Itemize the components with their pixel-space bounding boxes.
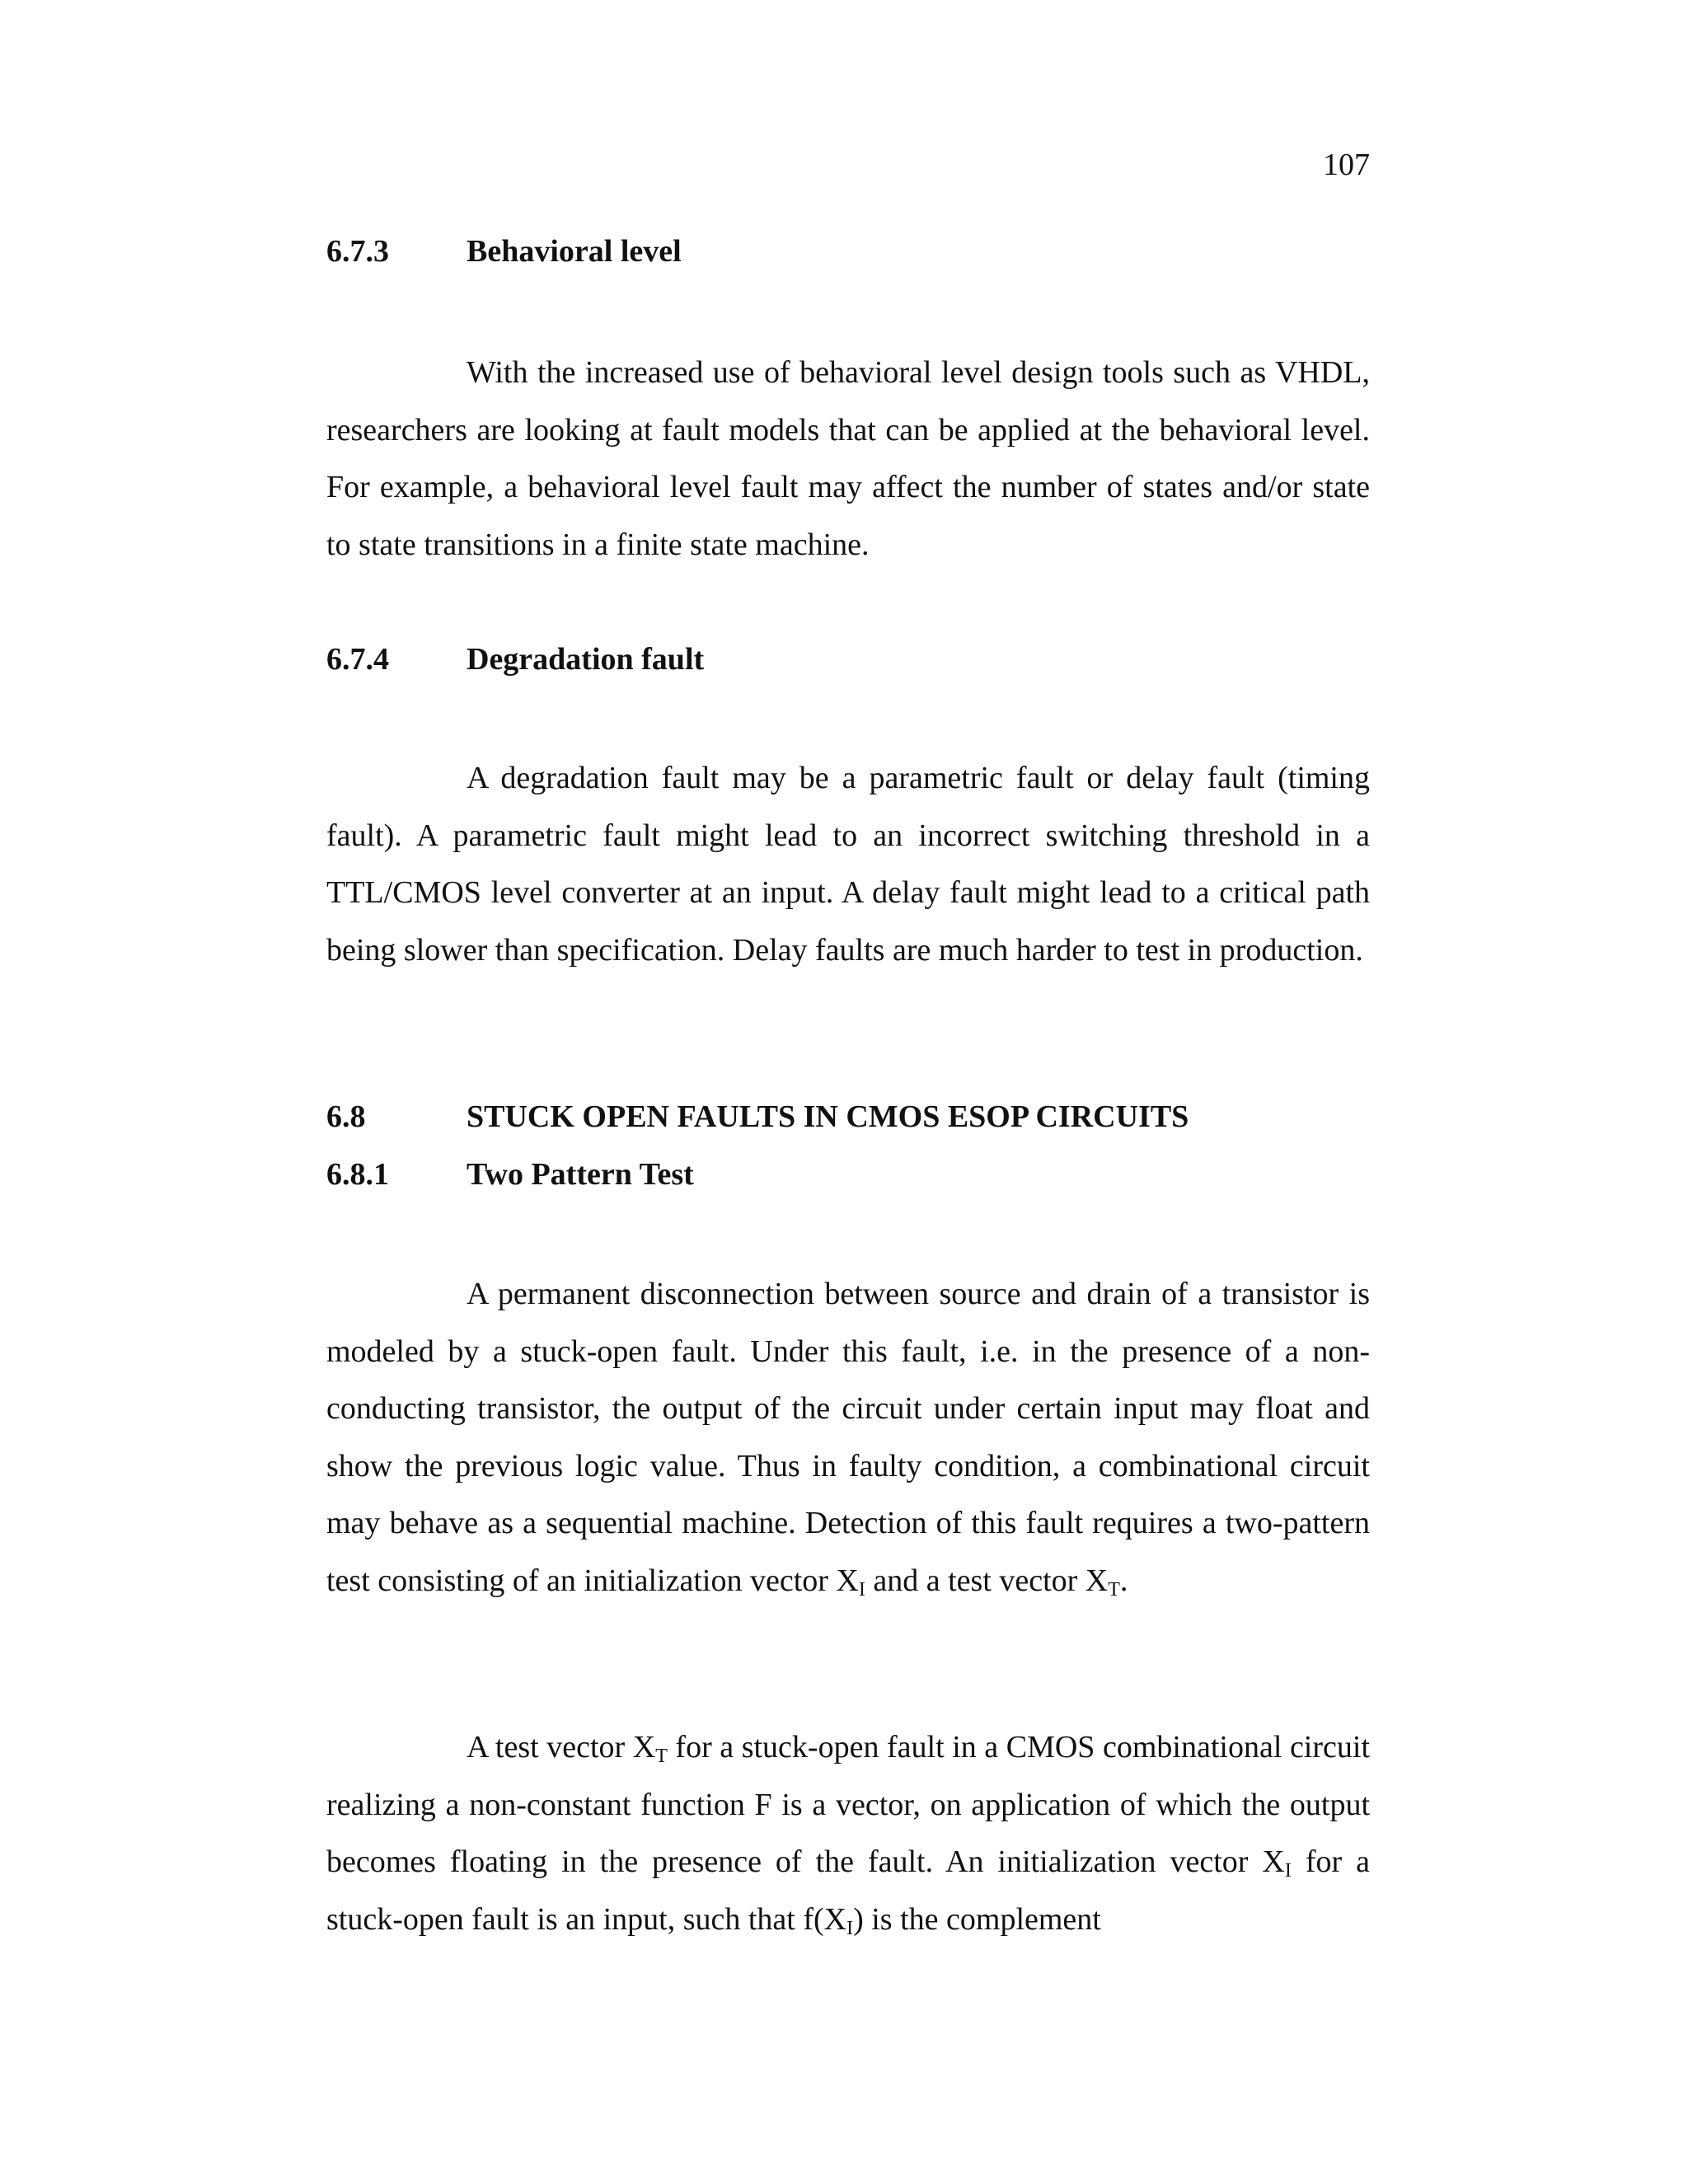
subscript: T: [655, 1746, 668, 1767]
section-6-7-3-heading-block: [326, 223, 1370, 280]
text-run: for a stuck-open fault in a CMOS combinational circuit realizing a non-constant function F is a vector, on application of which the output becomes floating in the presence of the fault. An initialization vector X: [326, 1730, 1370, 1879]
section-number: 6.8: [326, 1099, 366, 1134]
text-run: ) is the complement: [853, 1901, 1101, 1937]
section-6-8-1-body-1: [326, 1266, 1370, 1610]
subscript: I: [1284, 1860, 1292, 1882]
section-heading: [326, 223, 1370, 280]
section-heading: [326, 630, 1370, 688]
section-number: 6.8.1: [326, 1157, 389, 1192]
text-run: A permanent disconnection between source and drain of a transistor is modeled by a stuck-open fault. Under this fault, i.e. in the presence of a non-conducting transistor, the output of the circuit under certain input may float and show the previous logic value. Thus in faulty condition, a combinational circuit may behave as a sequential machine. Detection of this fault requires a two-pattern test consisting of an initialization vector X: [326, 1277, 1370, 1598]
paragraph-stuck-open-fault: [326, 1266, 1370, 1610]
text-run: and a test vector X: [865, 1563, 1109, 1598]
page-number: 107: [1323, 148, 1370, 182]
section-number: 6.7.4: [326, 642, 389, 677]
subscript: T: [1108, 1578, 1120, 1601]
section-title: Degradation fault: [467, 642, 705, 677]
section-6-8-heading-block: [326, 1088, 1370, 1203]
section-6-7-3-body: [326, 344, 1370, 574]
section-6-7-4-heading-block: [326, 630, 1370, 688]
text-run: A test vector X: [467, 1730, 656, 1765]
text-run: .: [1119, 1563, 1128, 1598]
paragraph-test-vector: [326, 1719, 1370, 1948]
subscript: I: [846, 1917, 854, 1939]
text-run: for a stuck-open fault is an input, such that f(X: [326, 1844, 1370, 1937]
subscript: I: [858, 1578, 865, 1601]
section-title: STUCK OPEN FAULTS IN CMOS ESOP CIRCUITS: [467, 1099, 1189, 1134]
section-heading: [326, 1088, 1370, 1146]
section-6-8-1-body-2: [326, 1719, 1370, 1948]
section-6-7-4-body: [326, 750, 1370, 979]
section-title: Behavioral level: [467, 234, 682, 269]
paragraph-behavioral-level: With the increased use of behavioral level design tools such as VHDL, researchers are looking at fault models that can be applied at the behavioral level. For example, a behavioral level fault may affect the number of states and/or state to state transitions in a finite state machine.: [326, 355, 1370, 562]
section-title: Two Pattern Test: [467, 1157, 694, 1192]
section-number: 6.7.3: [326, 234, 389, 269]
subsection-heading: [326, 1146, 1370, 1203]
paragraph-degradation-fault: A degradation fault may be a parametric fault or delay fault (timing fault). A parametric fault might lead to an incorrect switching threshold in a TTL/CMOS level converter at an input. A delay fault might lead to a critical path being slower than specification. Delay faults are much harder to test in production.: [326, 761, 1370, 968]
